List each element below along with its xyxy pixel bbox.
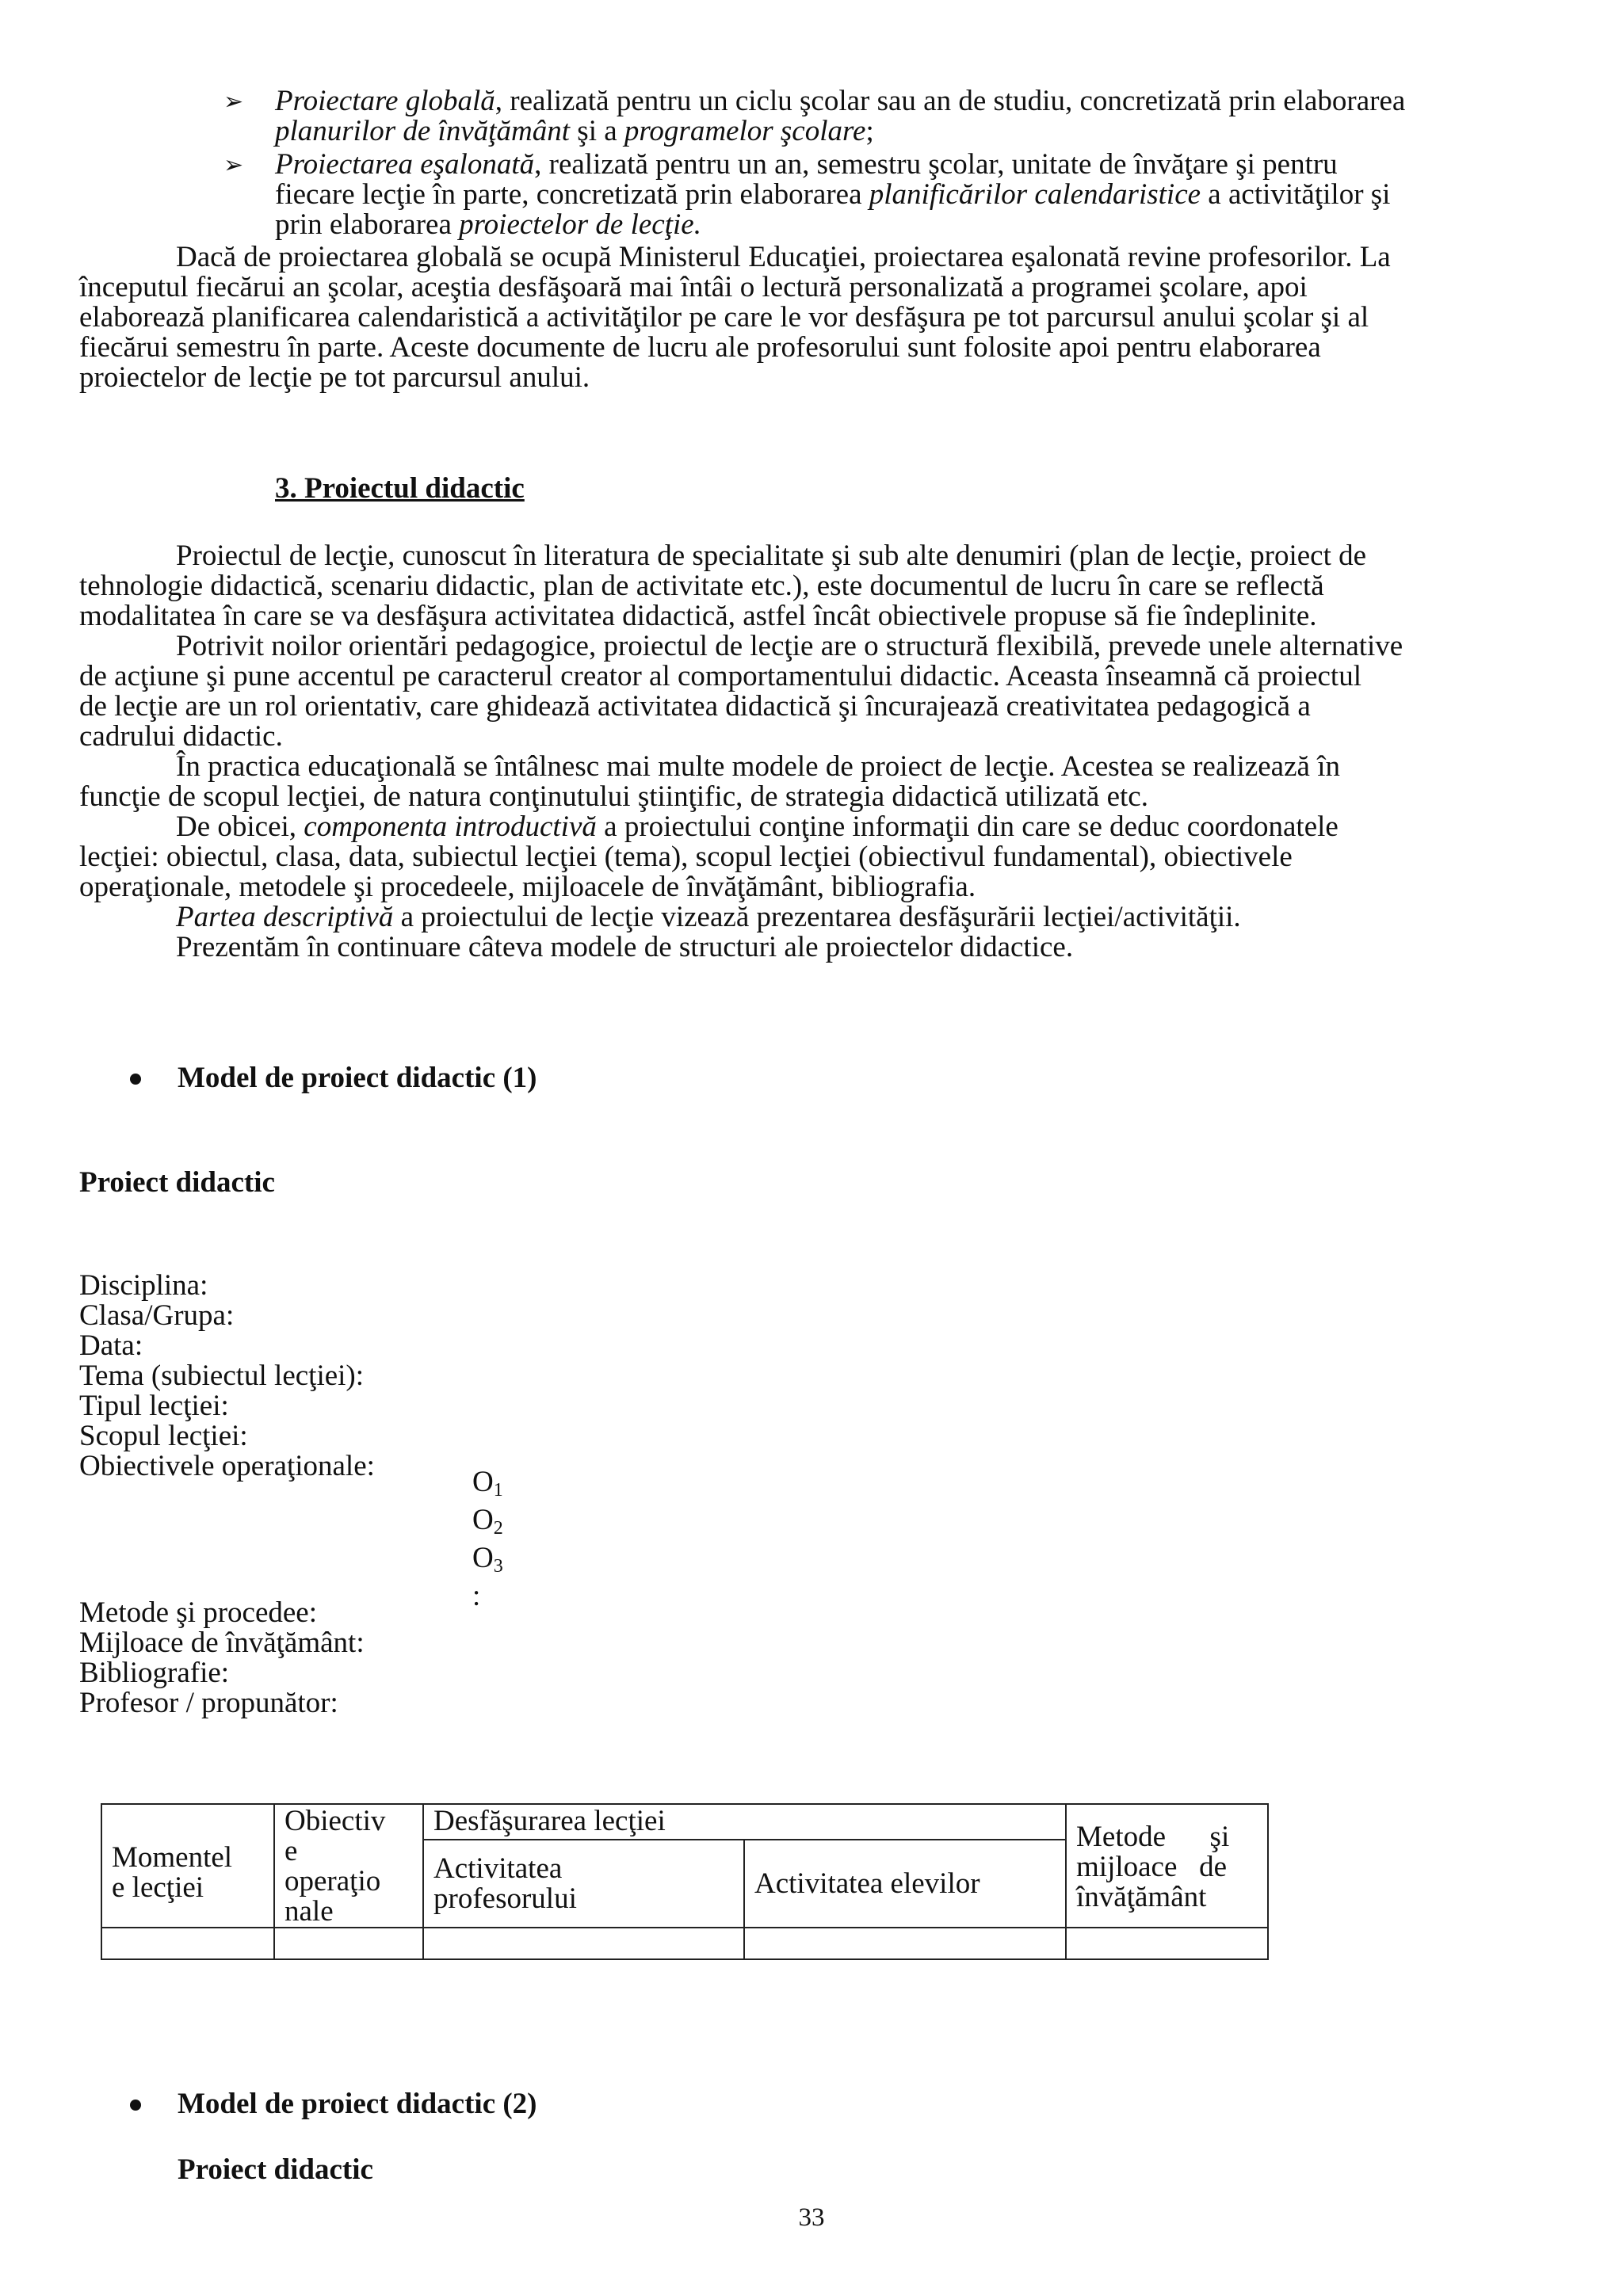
paragraph — [79, 631, 1563, 752]
model1-fields-after — [79, 1598, 365, 1718]
section-heading: 3. Proiectul didactic — [275, 472, 525, 505]
text-line — [275, 86, 1562, 116]
italic-text: Proiectarea eşalonată — [275, 148, 535, 181]
text-span: de acţiune şi pune accentul pe caracterul creator al comportamentului didactic. Aceasta înseamnă că proiectul — [79, 660, 1361, 692]
text-line: elaborează planificarea calendaristică a activităţilor pe care le vor desfăşura pe tot parcursul anului şcolar şi al — [79, 301, 1369, 334]
field-data: Data: — [79, 1329, 143, 1362]
lesson-structure-table — [101, 1803, 1269, 1960]
italic-text: Partea descriptivă — [176, 901, 394, 933]
text-line — [79, 571, 1563, 601]
text-span: În practica educaţională se întâlnesc mai multe modele de proiect de lecţie. Acestea se realizează în — [176, 750, 1340, 783]
table-cell — [1066, 1928, 1268, 1959]
text-line — [79, 692, 1563, 722]
text-span: fiecare lecţie în parte, concretizată prin elaborarea — [275, 178, 869, 211]
text-line — [79, 722, 1563, 752]
text-span: Prezentăm în continuare câteva modele de structuri ale proiectelor didactice. — [176, 931, 1074, 963]
field-obiective: Obiectivele operaţionale: — [79, 1450, 375, 1482]
paragraph — [79, 933, 1563, 963]
text-line — [79, 782, 1563, 812]
text-span: a proiectului conţine informaţii din care se deduc coordonatele — [596, 810, 1338, 843]
text-line — [79, 842, 1563, 872]
section-body — [79, 541, 1563, 963]
objective-2: $O_2$ — [472, 1504, 503, 1539]
model1-fields — [79, 1271, 375, 1482]
text-line — [79, 631, 1563, 662]
text-line — [79, 541, 1563, 571]
text-span: Proiectul de lecţie, cunoscut în literatura de specialitate şi sub alte denumiri (plan de lecţie, proiect de — [176, 540, 1367, 572]
objective-more: : — [472, 1580, 481, 1612]
text-line — [79, 601, 1563, 631]
bullet-proiectare-globala — [275, 86, 1562, 147]
text-span: lecţiei: obiectul, clasa, data, subiectul lecţiei (tema), scopul lecţiei (obiectivul fundamental), obiectivele — [79, 841, 1293, 873]
bullet-dot-icon — [130, 2100, 141, 2111]
model2-title: Proiect didactic — [178, 2153, 373, 2186]
text-line — [275, 210, 1562, 240]
text-line — [79, 933, 1563, 963]
text-line — [79, 902, 1563, 933]
model1-title: Proiect didactic — [79, 1166, 275, 1199]
objective-3: $O_3$ — [472, 1542, 503, 1577]
arrow-bullet-icon: ➢ — [223, 151, 244, 179]
field-clasa: Clasa/Grupa: — [79, 1299, 235, 1332]
text-span: a activităţilor şi — [1201, 178, 1391, 211]
field-tipul: Tipul lecţiei: — [79, 1390, 229, 1422]
model2-bullet: Model de proiect didactic (2) — [178, 2088, 537, 2120]
text-span: şi a — [570, 115, 624, 147]
paragraph — [79, 752, 1563, 812]
table-cell — [101, 1928, 274, 1959]
header-desfasurare: Desfăşurarea lecţiei — [423, 1804, 1066, 1840]
text-line: fiecărui semestru în parte. Aceste documente de lucru ale profesorului sunt folosite apoi pentru elaborarea — [79, 331, 1321, 364]
header-obiective: Obiectiv e operaţio nale — [274, 1804, 423, 1928]
text-line: începutul fiecărui an şcolar, aceştia desfăşoară mai întâi o lectură personalizată a programei şcolare, apoi — [79, 271, 1308, 303]
header-metode: Metode şi mijloace de învăţământ — [1066, 1804, 1268, 1928]
field-profesor: Profesor / propunător: — [79, 1687, 338, 1719]
objectives-list — [472, 1467, 503, 1611]
model1-bullet: Model de proiect didactic (1) — [178, 1062, 537, 1094]
text-span: Potrivit noilor orientări pedagogice, proiectul de lecţie are o structură flexibilă, prevede unele alternative — [176, 630, 1403, 662]
header-momente: Momentel e lecţiei — [101, 1804, 274, 1928]
italic-text: proiectelor de lecţie. — [459, 208, 701, 241]
header-activitate-profesor: Activitatea profesorului — [423, 1840, 744, 1928]
paragraph-proiectare — [79, 242, 1563, 393]
text-line: Dacă de proiectarea globală se ocupă Ministerul Educaţiei, proiectarea eşalonată revine profesorilor. La — [176, 241, 1391, 273]
text-span: De obicei, — [176, 810, 304, 843]
italic-text: Proiectare globală — [275, 85, 495, 117]
text-span: tehnologie didactică, scenariu didactic, plan de activitate etc.), este documentul de lucru în care se reflectă — [79, 570, 1324, 602]
field-disciplina: Disciplina: — [79, 1269, 208, 1302]
field-scopul: Scopul lecţiei: — [79, 1420, 248, 1452]
paragraph — [79, 541, 1563, 631]
arrow-bullet-icon: ➢ — [223, 88, 244, 116]
italic-text: planurilor de învăţământ — [275, 115, 571, 147]
text-span: funcţie de scopul lecţiei, de natura conţinutului ştiinţific, de strategia didactică utilizată etc. — [79, 780, 1148, 813]
text-line — [275, 150, 1562, 180]
table-cell — [423, 1928, 744, 1959]
bullet-proiectare-esalonata — [275, 150, 1562, 240]
italic-text: componenta introductivă — [304, 810, 597, 843]
text-span: prin elaborarea — [275, 208, 460, 241]
text-span: cadrului didactic. — [79, 720, 283, 753]
italic-text: programelor şcolare — [624, 115, 866, 147]
paragraph — [79, 812, 1563, 902]
italic-text: planificărilor calendaristice — [869, 178, 1201, 211]
text-span: a proiectului de lecţie vizează prezentarea desfăşurării lecţiei/activităţii. — [393, 901, 1241, 933]
text-span: ; — [865, 115, 874, 147]
text-line — [275, 116, 1562, 147]
field-bibliografie: Bibliografie: — [79, 1657, 230, 1689]
text-span: modalitatea în care se va desfăşura activitatea didactică, astfel încât obiectivele propuse să fie îndeplinite. — [79, 600, 1317, 632]
page-number: 33 — [798, 2203, 825, 2232]
text-span: operaţionale, metodele şi procedeele, mijloacele de învăţământ, bibliografia. — [79, 871, 976, 903]
bullet-dot-icon — [130, 1074, 141, 1085]
table-cell — [274, 1928, 423, 1959]
text-span: , realizată pentru un an, semestru şcolar, unitate de învăţare şi pentru — [534, 148, 1338, 181]
text-line — [79, 662, 1563, 692]
text-line — [275, 180, 1562, 210]
text-line — [79, 752, 1563, 782]
objective-1: $O_1$ — [472, 1466, 503, 1501]
field-metode: Metode şi procedee: — [79, 1596, 317, 1629]
header-activitate-elevi: Activitatea elevilor — [744, 1840, 1066, 1928]
paragraph — [79, 902, 1563, 933]
field-mijloace: Mijloace de învăţământ: — [79, 1627, 365, 1659]
text-line — [79, 872, 1563, 902]
text-span: , realizată pentru un ciclu şcolar sau an de studiu, concretizată prin elaborarea — [495, 85, 1406, 117]
table-cell — [744, 1928, 1066, 1959]
text-span: de lecţie are un rol orientativ, care ghidează activitatea didactică şi încurajează creativitatea pedagogică a — [79, 690, 1311, 723]
text-line: proiectelor de lecţie pe tot parcursul anului. — [79, 361, 590, 394]
field-tema: Tema (subiectul lecţiei): — [79, 1360, 365, 1392]
text-line — [79, 812, 1563, 842]
